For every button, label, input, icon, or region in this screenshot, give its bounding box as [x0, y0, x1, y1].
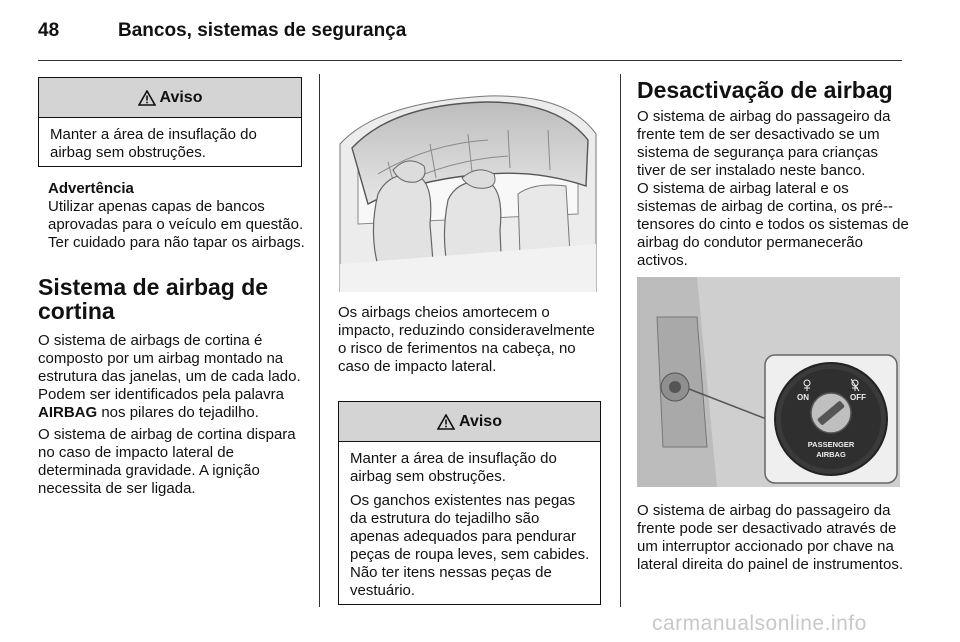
switch-caption: O sistema de airbag do passageiro da frente pode ser desactivado através de um interruptor accionado por chave na lateral direita do painel de instrumentos. — [637, 502, 903, 573]
section-title-curtain-airbag: Sistema de airbag de cortina — [38, 274, 269, 324]
airbag-switch-photo — [637, 277, 900, 487]
warning-triangle-icon — [138, 90, 156, 106]
car-interior-drawing — [338, 74, 601, 292]
warning-body — [339, 442, 600, 608]
switch-label-passenger: PASSENGER — [807, 440, 855, 449]
warning-box-2 — [338, 401, 601, 605]
note-title: Advertência — [48, 180, 134, 197]
warning-label: Aviso — [459, 412, 502, 430]
para1-part1: O sistema de airbags de cortina é composto por um airbag montado na estrutura das janelas, um de cada lado. Podem ser identificados pela palavra — [38, 332, 301, 403]
warning-text-1: Manter a área de insuflação do airbag sem obstruções. — [350, 450, 557, 485]
switch-label-on: ON — [797, 393, 809, 402]
curtain-airbag-illustration — [338, 74, 601, 292]
warning-text-2: Os ganchos existentes nas pegas da estrutura do tejadilho são apenas adequados para pendurar peças de roupa leves, sem cabides. Não ter itens nessas peças de vestuário. — [350, 492, 590, 599]
deactivation-text — [637, 108, 909, 270]
header-rule — [38, 60, 902, 61]
para1-part2: nos pilares do tejadilho. — [97, 404, 259, 421]
page-number: 48 — [38, 20, 60, 41]
note-text: Utilizar apenas capas de bancos aprovadas para o veículo em questão. Ter cuidado para não tapar os airbags. — [48, 198, 305, 251]
figure-caption-curtain: Os airbags cheios amortecem o impacto, reduzindo consideravelmente o risco de ferimentos na cabeça, no caso de impacto lateral. — [338, 304, 595, 375]
airbag-key-switch-drawing — [637, 277, 900, 487]
watermark: carmanualsonline.info — [652, 612, 867, 635]
page-title: Bancos, sistemas de segurança — [118, 20, 407, 41]
advertencia-note — [48, 180, 306, 252]
switch-label-airbag: AIRBAG — [816, 450, 846, 459]
curtain-airbag-text — [38, 332, 308, 498]
deactivation-para-1: O sistema de airbag do passageiro da frente tem de ser desactivado se um sistema de segurança para crianças tiver de ser instalado neste banco. — [637, 108, 891, 179]
warning-label: Aviso — [159, 88, 203, 106]
section-title-airbag-deactivation: Desactivação de airbag — [637, 77, 893, 103]
airbag-word: AIRBAG — [38, 404, 98, 421]
column-divider-right — [620, 74, 621, 607]
deactivation-para-2: O sistema de airbag lateral e os sistemas de airbag de cortina, os pré--tensores do cinto e todos os sistemas de airbag do condutor permanecerão activos. — [637, 180, 909, 269]
warning-header — [39, 78, 301, 118]
warning-text: Manter a área de insuflação do airbag sem obstruções. — [50, 126, 257, 161]
warning-body — [39, 118, 301, 170]
warning-box-1 — [38, 77, 302, 167]
curtain-para-1 — [38, 332, 308, 422]
switch-label-off: OFF — [850, 393, 866, 402]
warning-triangle-icon — [437, 414, 455, 430]
warning-header — [339, 402, 600, 442]
curtain-para-2: O sistema de airbag de cortina dispara no caso de impacto lateral de determinada gravidade. A ignição necessita de ser ligada. — [38, 426, 296, 497]
column-divider-left — [319, 74, 320, 607]
